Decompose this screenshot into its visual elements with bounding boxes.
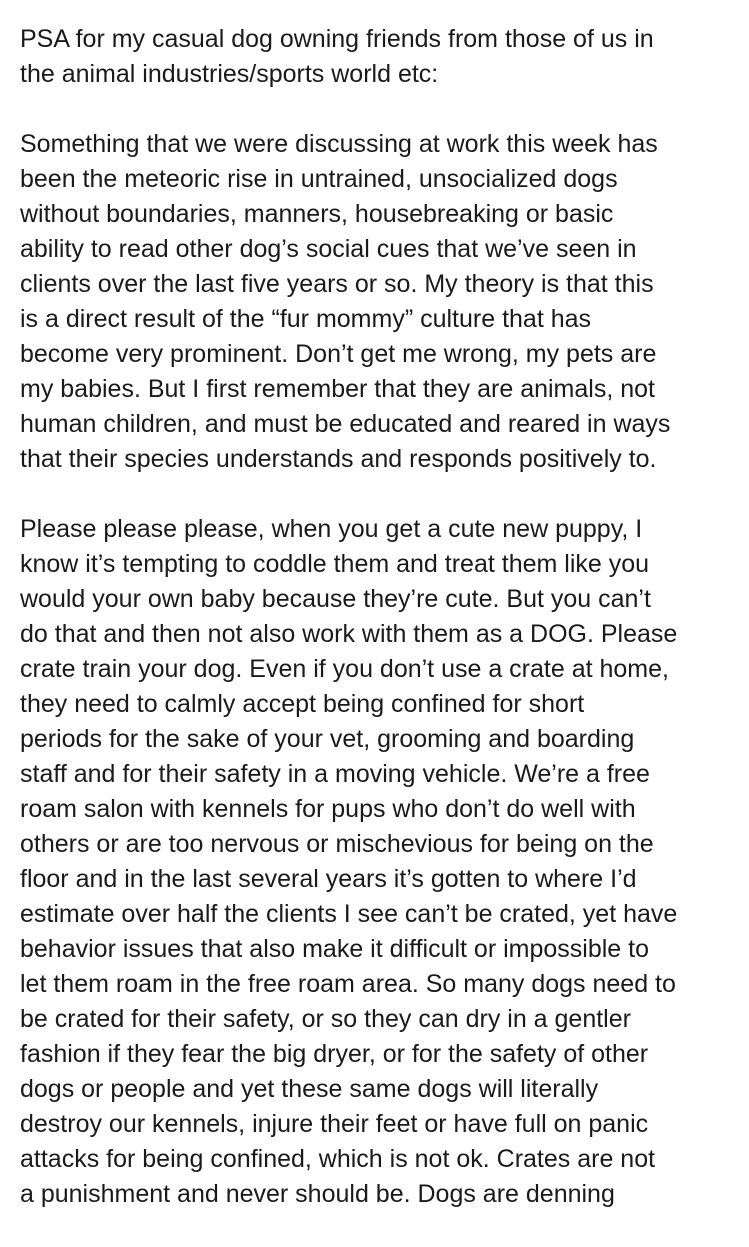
note-body: [20, 22, 745, 1247]
text-line: been the meteoric rise in untrained, unsocialized dogs: [20, 165, 618, 193]
text-line: my babies. But I first remember that they are animals, not: [20, 375, 655, 403]
text-line: behavior issues that also make it difficult or impossible to: [20, 935, 650, 963]
text-line: know it’s tempting to coddle them and treat them like you: [20, 550, 650, 578]
text-line: the animal industries/sports world etc:: [20, 60, 439, 88]
text-line: do that and then not also work with them as a DOG. Please: [20, 620, 678, 648]
text-line: they need to calmly accept being confined for short: [20, 690, 585, 718]
text-line: become very prominent. Don’t get me wrong, my pets are: [20, 340, 657, 368]
text-line: a punishment and never should be. Dogs are denning: [20, 1180, 615, 1208]
text-line: roam salon with kennels for pups who don’t do well with: [20, 795, 636, 823]
text-line: others or are too nervous or mischevious for being on the: [20, 830, 654, 858]
text-line: estimate over half the clients I see can’t be crated, yet have: [20, 900, 678, 928]
text-line: staff and for their safety in a moving vehicle. We’re a free: [20, 760, 650, 788]
text-line: be crated for their safety, or so they can dry in a gentler: [20, 1005, 631, 1033]
text-line: let them roam in the free roam area. So many dogs need to: [20, 970, 676, 998]
text-line: clients over the last five years or so. My theory is that this: [20, 270, 654, 298]
text-line: PSA for my casual dog owning friends from those of us in: [20, 25, 654, 53]
text-line: floor and in the last several years it’s gotten to where I’d: [20, 865, 637, 893]
text-line: crate train your dog. Even if you don’t use a crate at home,: [20, 655, 669, 683]
text-line: human children, and must be educated and reared in ways: [20, 410, 671, 438]
text-line: fashion if they fear the big dryer, or for the safety of other: [20, 1040, 649, 1068]
text-line: Please please please, when you get a cute new puppy, I: [20, 515, 643, 543]
text-line: destroy our kennels, injure their feet or have full on panic: [20, 1110, 649, 1138]
text-line: ability to read other dog’s social cues that we’ve seen in: [20, 235, 637, 263]
text-line: would your own baby because they’re cute. But you can’t: [20, 585, 651, 613]
text-line: is a direct result of the “fur mommy” culture that has: [20, 305, 592, 333]
text-line: Something that we were discussing at work this week has: [20, 130, 658, 158]
text-line: without boundaries, manners, housebreaking or basic: [20, 200, 614, 228]
paragraph-theory: [20, 127, 745, 477]
text-line: dogs or people and yet these same dogs will literally: [20, 1075, 599, 1103]
paragraph-intro: [20, 22, 745, 92]
text-line: attacks for being confined, which is not ok. Crates are not: [20, 1145, 656, 1173]
text-line: that their species understands and responds positively to.: [20, 445, 657, 473]
paragraph-crate-training: [20, 512, 745, 1212]
text-line: periods for the sake of your vet, grooming and boarding: [20, 725, 635, 753]
